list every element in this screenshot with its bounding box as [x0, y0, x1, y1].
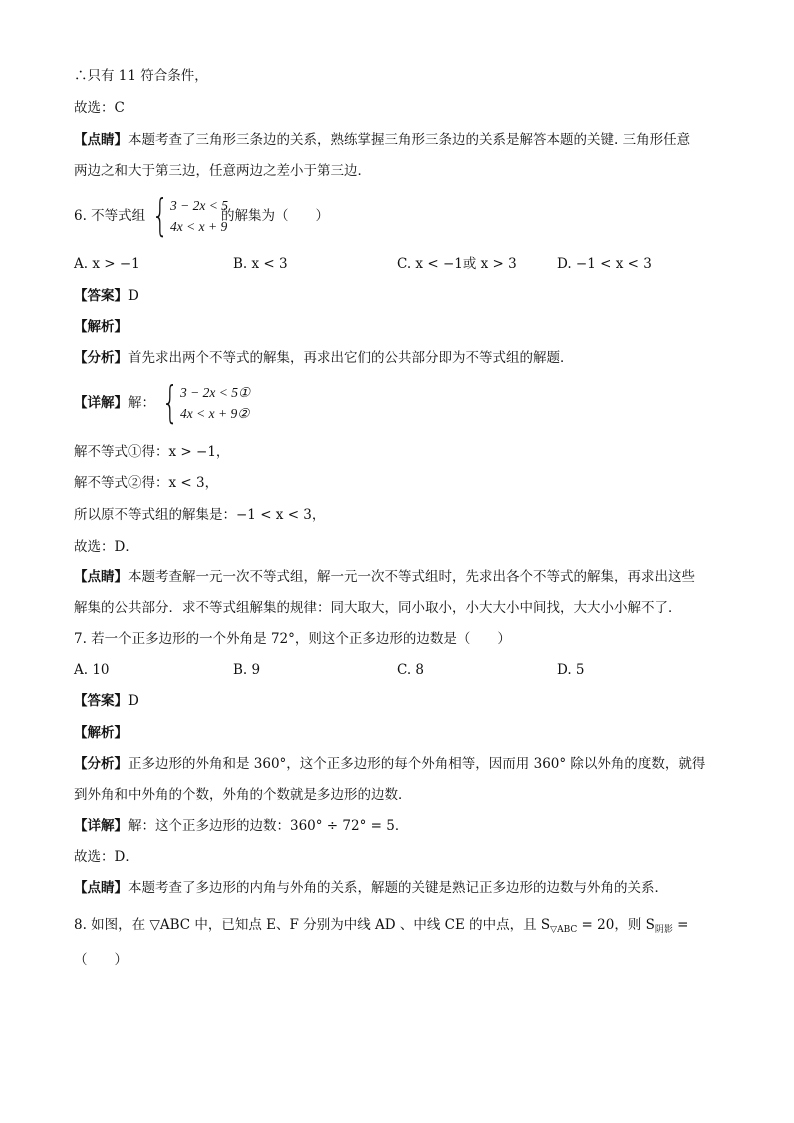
comment-text: 本题考查了三角形三条边的关系，熟练掌握三角形三条边的关系是解答本题的关键. 三角形任意	[128, 132, 691, 148]
step-line: 故选：D．	[74, 539, 139, 555]
detail-inequality-system	[156, 377, 251, 428]
option-a: A. 10	[74, 662, 110, 678]
option-c: C. 8	[397, 662, 425, 678]
option-b: B. x < 3	[233, 256, 288, 272]
comment-line	[74, 567, 695, 587]
step-line: 解不等式②得：x < 3，	[74, 475, 219, 491]
question-8-text: 8. 如图，在 ▽ABC 中，已知点 E、F 分别为中线 AD 、中线 CE 的中点，且 S	[74, 917, 551, 933]
subscript: ▽ABC	[550, 925, 578, 935]
option-d: D. 5	[557, 662, 585, 678]
option-b: B. 9	[233, 662, 261, 678]
detail-tag: 【详解】	[74, 395, 128, 411]
brace-icon: {	[151, 190, 169, 241]
comment-tag: 【点睛】	[74, 880, 128, 896]
analysis-line	[74, 348, 574, 368]
comment-tag: 【点睛】	[74, 132, 128, 148]
fenxi-tag: 【分析】	[74, 350, 128, 366]
question-6-prefix: 6. 不等式组	[74, 208, 146, 224]
system-row: 4x < x + 9②	[180, 406, 250, 421]
comment-text: 本题考查解一元一次不等式组，解一元一次不等式组时，先求出各个不等式的解集，再求出这些	[128, 569, 695, 585]
inequality-system	[146, 190, 228, 241]
answer-tag: 【答案】	[74, 288, 128, 304]
analysis-line	[74, 754, 705, 774]
comment-line	[74, 130, 690, 150]
text-line: 故选：C	[74, 100, 125, 116]
system-row: 3 − 2x < 5	[170, 198, 228, 213]
subscript: 阴影	[654, 925, 673, 935]
detail-line	[74, 393, 155, 413]
question-8-text: = 20，则 S	[577, 917, 655, 933]
question-6-suffix: 的解集为（ ）	[221, 208, 329, 224]
step-line: 解不等式①得：x > −1，	[74, 444, 230, 460]
text-line: 两边之和大于第三边，任意两边之差小于第三边．	[74, 163, 371, 179]
option-c: C. x < −1或 x > 3	[397, 256, 517, 272]
fenxi-text: 首先求出两个不等式的解集，再求出它们的公共部分即为不等式组的解题．	[128, 350, 574, 366]
answer-value: D	[128, 288, 139, 304]
comment-text: 本题考查了多边形的内角与外角的关系，解题的关键是熟记正多边形的边数与外角的关系．	[128, 880, 668, 896]
analysis-tag: 【解析】	[74, 725, 128, 741]
detail-tag: 【详解】	[74, 818, 128, 834]
fenxi-tag: 【分析】	[74, 756, 128, 772]
answer-line	[74, 286, 139, 306]
question-7: 7. 若一个正多边形的一个外角是 72°，则这个正多边形的边数是（ ）	[74, 631, 511, 647]
text-line: ∴只有 11 符合条件，	[74, 68, 208, 84]
analysis-line: 到外角和中外角的个数，外角的个数就是多边形的边数．	[74, 787, 412, 803]
detail-text: 解：	[128, 395, 155, 411]
question-8-paren: （ ）	[74, 952, 128, 968]
fenxi-text: 正多边形的外角和是 360°，这个正多边形的每个外角相等，因而用 360° 除以外角的度数，就得	[128, 756, 706, 772]
answer-line	[74, 691, 139, 711]
option-a: A. x > −1	[74, 256, 140, 272]
question-8	[74, 915, 689, 940]
comment-line	[74, 878, 668, 898]
analysis-tag: 【解析】	[74, 319, 128, 335]
system-row: 4x < x + 9	[170, 219, 228, 234]
comment-tag: 【点睛】	[74, 569, 128, 585]
question-8-text: =	[672, 917, 689, 933]
option-d: D. −1 < x < 3	[557, 256, 652, 272]
system-row: 3 − 2x < 5①	[180, 385, 251, 400]
answer-tag: 【答案】	[74, 693, 128, 709]
answer-value: D	[128, 693, 139, 709]
comment-line: 解集的公共部分．求不等式组解集的规律：同大取大，同小取小，小大大小中间找，大大小小解不了．	[74, 600, 682, 616]
detail-text: 解：这个正多边形的边数：360° ÷ 72° = 5．	[128, 818, 409, 834]
brace-icon: {	[161, 377, 179, 428]
step-line: 故选：D．	[74, 849, 139, 865]
step-line: 所以原不等式组的解集是：−1 < x < 3，	[74, 507, 326, 523]
detail-line	[74, 816, 408, 836]
